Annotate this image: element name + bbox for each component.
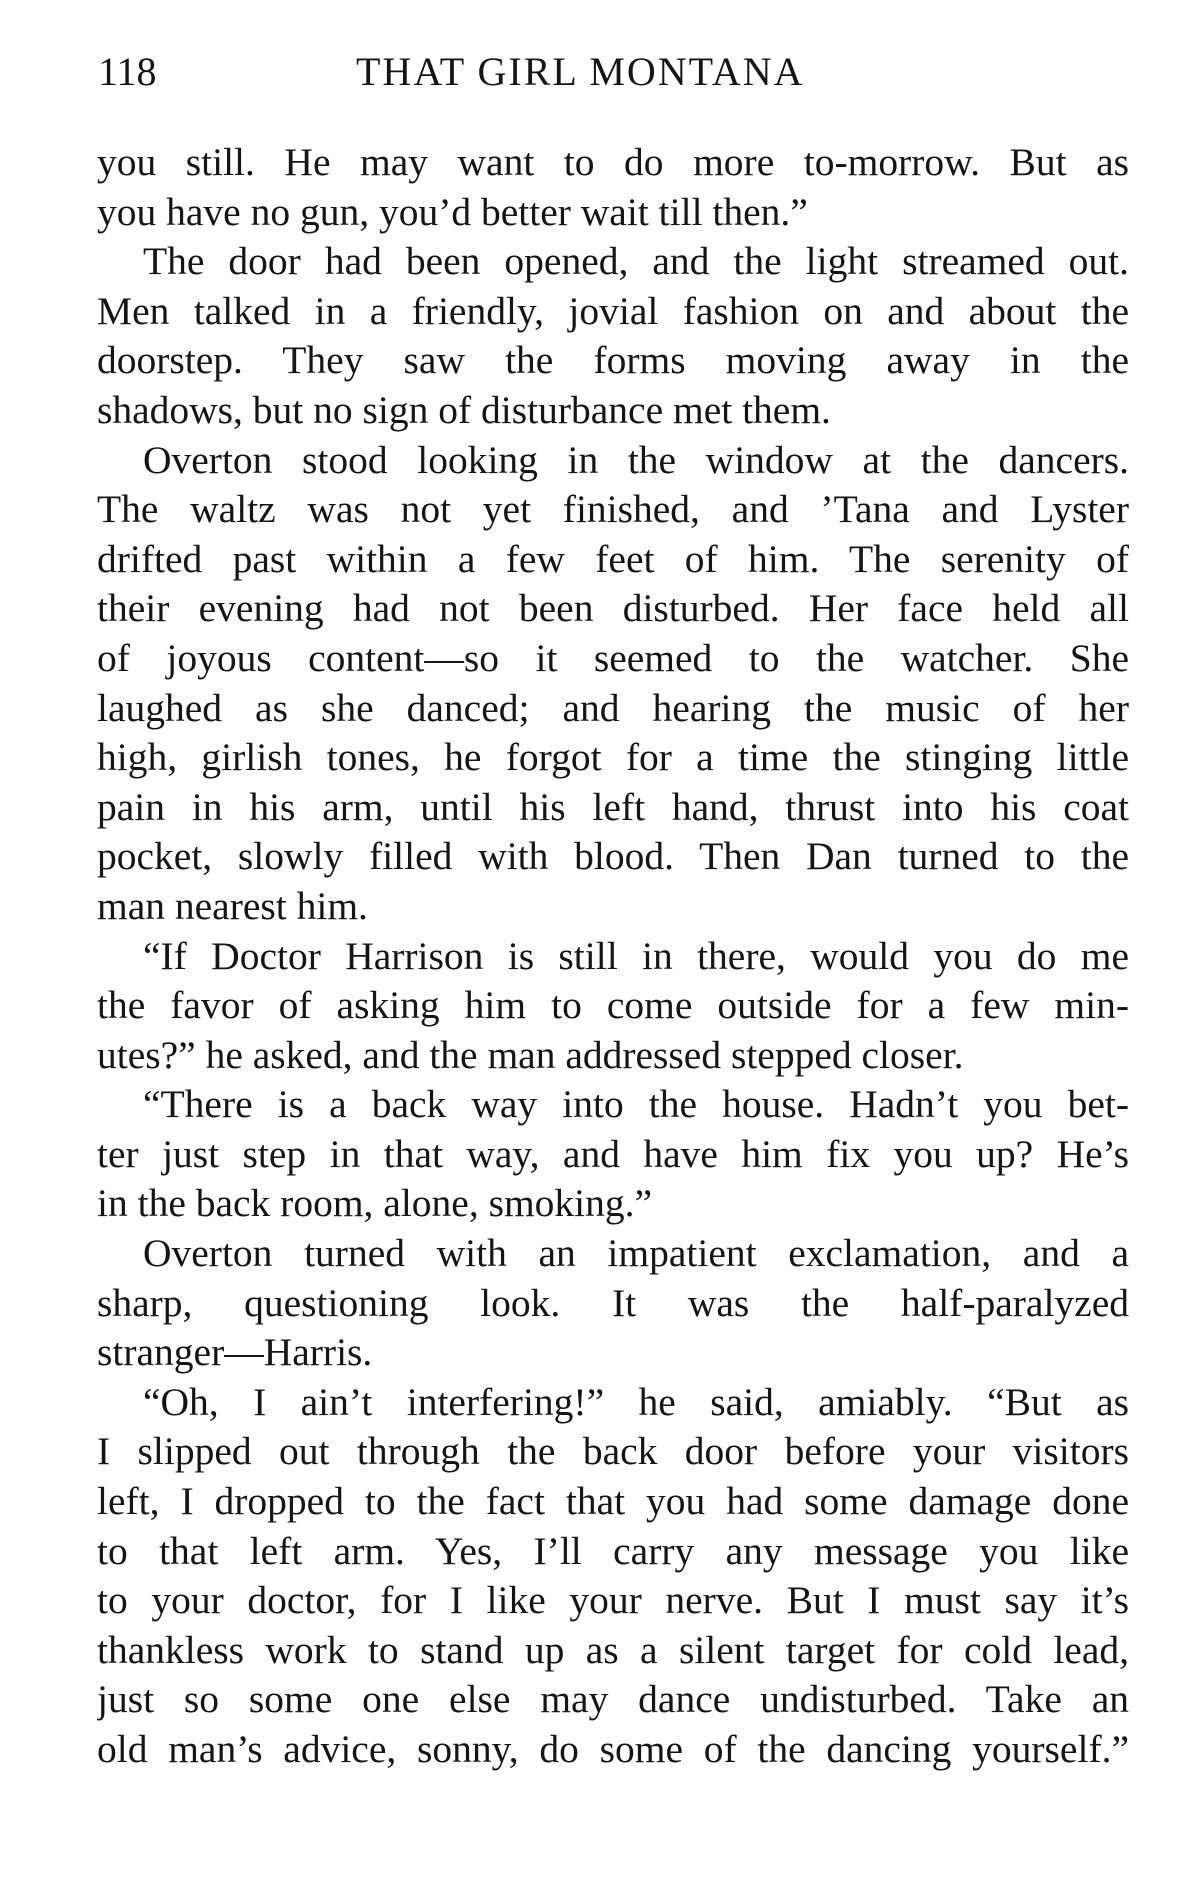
paragraph bbox=[97, 1378, 1129, 1775]
text-line: just so some one else may dance undisturbed. Take an bbox=[97, 1677, 1129, 1722]
text-line: Men talked in a friendly, jovial fashion on and about the bbox=[97, 288, 1129, 333]
text-line: in the back room, alone, smoking.” bbox=[97, 1181, 653, 1226]
text-line: doorstep. They saw the forms moving away in the bbox=[97, 338, 1129, 383]
text-line: their evening had not been disturbed. Her face held all bbox=[97, 586, 1129, 631]
text-line: stranger—Harris. bbox=[97, 1330, 373, 1375]
body-text bbox=[97, 138, 1129, 1775]
text-line: I slipped out through the back door before your visitors bbox=[97, 1429, 1129, 1474]
text-line: The waltz was not yet finished, and ’Tana and Lyster bbox=[97, 487, 1129, 532]
running-head bbox=[98, 42, 1128, 102]
text-line: ter just step in that way, and have him fix you up? He’s bbox=[97, 1131, 1129, 1176]
running-title: THAT GIRL MONTANA bbox=[356, 49, 805, 94]
text-line: the favor of asking him to come outside for a few min- bbox=[97, 983, 1129, 1028]
text-line: thankless work to stand up as a silent target for cold lead, bbox=[97, 1627, 1129, 1672]
text-line: drifted past within a few feet of him. The serenity of bbox=[97, 536, 1129, 581]
text-line: left, I dropped to the fact that you had some damage done bbox=[97, 1479, 1129, 1524]
text-line: Overton turned with an impatient exclamation, and a bbox=[143, 1231, 1129, 1276]
text-line: to your doctor, for I like your nerve. But I must say it’s bbox=[97, 1578, 1129, 1623]
text-line: man nearest him. bbox=[97, 883, 368, 928]
paragraph bbox=[97, 237, 1129, 435]
page-number: 118 bbox=[98, 49, 157, 94]
paragraph bbox=[97, 1229, 1129, 1378]
text-line: The door had been opened, and the light streamed out. bbox=[143, 239, 1129, 284]
text-line: pain in his arm, until his left hand, thrust into his coat bbox=[97, 784, 1129, 829]
text-line: to that left arm. Yes, I’ll carry any message you like bbox=[97, 1528, 1129, 1573]
text-line: you have no gun, you’d better wait till then.” bbox=[97, 189, 808, 234]
text-line: old man’s advice, sonny, do some of the dancing yourself.” bbox=[97, 1727, 1129, 1771]
text-line: “If Doctor Harrison is still in there, would you do me bbox=[143, 933, 1129, 978]
text-line: you still. He may want to do more to-morrow. But as bbox=[97, 140, 1129, 184]
text-line: pocket, slowly filled with blood. Then Dan turned to the bbox=[97, 834, 1129, 879]
paragraph bbox=[97, 436, 1129, 932]
text-line: shadows, but no sign of disturbance met them. bbox=[97, 387, 831, 432]
paragraph bbox=[97, 138, 1129, 237]
text-line: of joyous content—so it seemed to the watcher. She bbox=[97, 635, 1129, 680]
text-line: utes?” he asked, and the man addressed stepped closer. bbox=[97, 1032, 964, 1077]
text-line: high, girlish tones, he forgot for a time the stinging little bbox=[97, 735, 1129, 780]
text-line: sharp, questioning look. It was the half-paralyzed bbox=[97, 1280, 1129, 1325]
text-line: laughed as she danced; and hearing the music of her bbox=[97, 685, 1129, 730]
paragraph bbox=[97, 1080, 1129, 1229]
paragraph bbox=[97, 932, 1129, 1081]
text-line: “There is a back way into the house. Hadn’t you bet- bbox=[143, 1082, 1129, 1127]
text-line: “Oh, I ain’t interfering!” he said, amiably. “But as bbox=[143, 1379, 1129, 1424]
text-line: Overton stood looking in the window at the dancers. bbox=[143, 437, 1129, 482]
